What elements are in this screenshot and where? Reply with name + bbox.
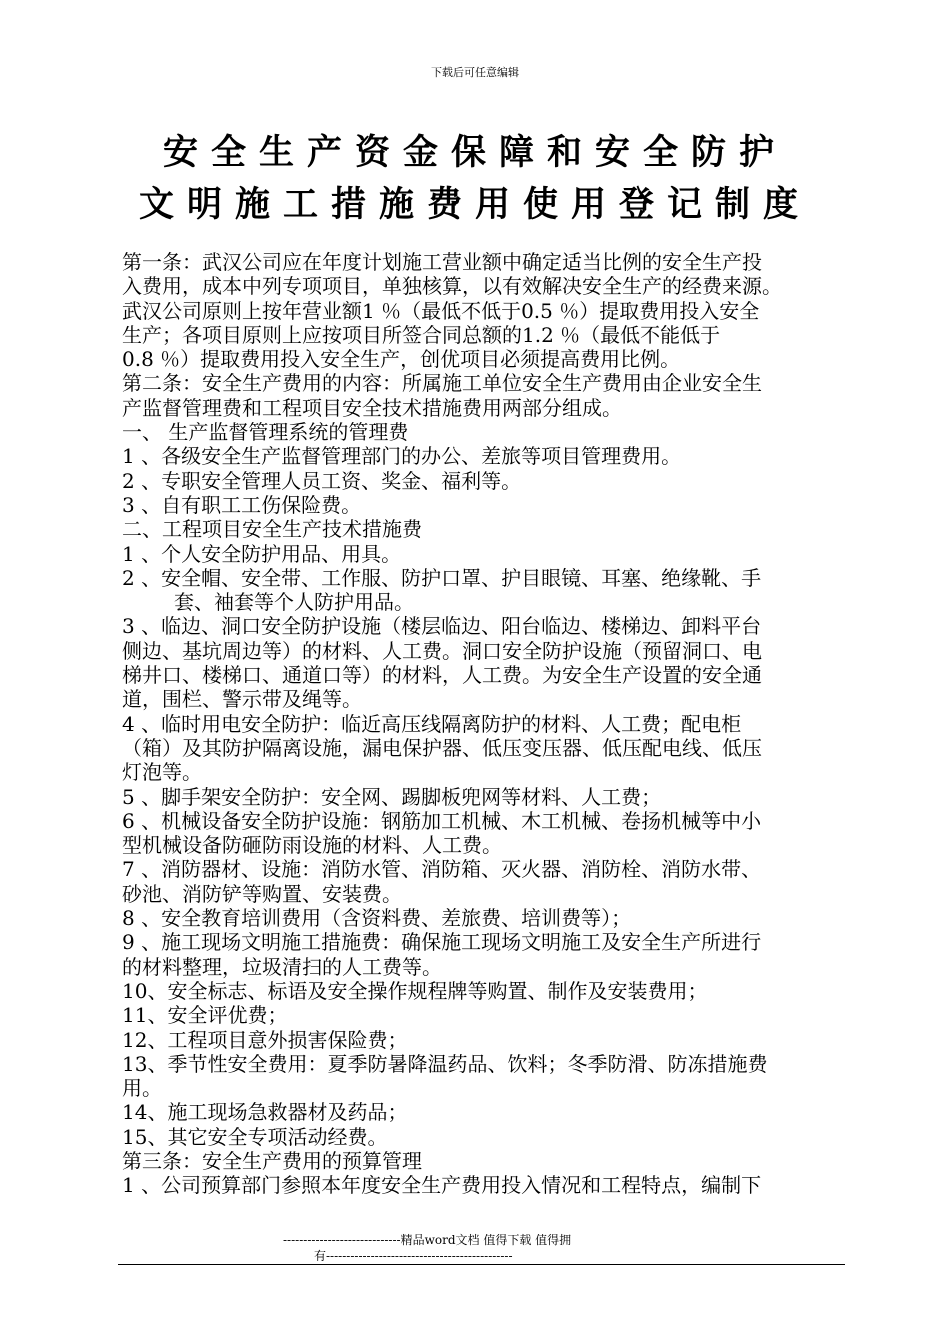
body-line: （箱）及其防护隔离设施，漏电保护器、低压变压器、低压配电线、低压: [122, 735, 762, 760]
footer-note-line-1: -----------------------------精品word文档 值得下载 值得拥: [283, 1233, 572, 1247]
body-line: 6 、机械设备安全防护设施：钢筋加工机械、木工机械、卷扬机械等中小: [122, 808, 762, 833]
body-line: 梯井口、楼梯口、通道口等）的材料，人工费。为安全生产设置的安全通: [122, 663, 762, 688]
body-line: 套、袖套等个人防护用品。: [174, 590, 414, 615]
document-title-line-2: 文明施工措施费用使用登记制度: [138, 185, 811, 225]
body-line: 8 、安全教育培训费用（含资料费、差旅费、培训费等）；: [122, 906, 632, 931]
body-line: 2 、安全帽、安全带、工作服、防护口罩、护目眼镜、耳塞、绝缘靴、手: [122, 565, 762, 590]
footer-note-line-2: 有----------------------------------------------: [314, 1249, 513, 1263]
body-line: 产监督管理费和工程项目安全技术措施费用两部分组成。: [122, 395, 622, 420]
body-line: 型机械设备防砸防雨设施的材料、人工费。: [122, 833, 502, 858]
body-line: 砂池、消防铲等购置、安装费。: [122, 881, 402, 906]
body-line: 7 、消防器材、设施：消防水管、消防箱、灭火器、消防栓、消防水带、: [122, 857, 762, 882]
body-line: 0.8 ％）提取费用投入安全生产，创优项目必须提高费用比例。: [122, 347, 681, 372]
body-line: 1 、各级安全生产监督管理部门的办公、差旅等项目管理费用。: [122, 444, 682, 469]
body-line: 14、施工现场急救器材及药品；: [122, 1100, 408, 1125]
body-line: 13、季节性安全费用：夏季防暑降温药品、饮料；冬季防滑、防冻措施费: [122, 1051, 768, 1076]
body-line: 10、安全标志、标语及安全操作规程牌等购置、制作及安装费用；: [122, 978, 708, 1003]
body-line: 3 、自有职工工伤保险费。: [122, 492, 362, 517]
body-line: 侧边、基坑周边等）的材料、人工费。洞口安全防护设施（预留洞口、电: [122, 638, 762, 663]
body-line: 灯泡等。: [122, 760, 202, 785]
document-body: [122, 250, 847, 1198]
body-line: 15、其它安全专项活动经费。: [122, 1124, 388, 1149]
document-title-line-1: 安全生产资金保障和安全防护: [162, 133, 787, 173]
body-line: 1 、个人安全防护用品、用具。: [122, 541, 402, 566]
body-line: 5 、脚手架安全防护：安全网、踢脚板兜网等材料、人工费；: [122, 784, 662, 809]
body-line: 12、工程项目意外损害保险费；: [122, 1027, 408, 1052]
body-line: 生产；各项目原则上应按项目所签合同总额的1.2 ％（最低不能低于: [122, 322, 721, 347]
body-line: 第一条：武汉公司应在年度计划施工营业额中确定适当比例的安全生产投: [122, 250, 762, 274]
header-note: 下载后可任意编辑: [431, 66, 519, 79]
body-line: 2 、专职安全管理人员工资、奖金、福利等。: [122, 468, 522, 493]
body-line: 的材料整理，垃圾清扫的人工费等。: [122, 954, 442, 979]
body-line: 1 、公司预算部门参照本年度安全生产费用投入情况和工程特点，编制下: [122, 1173, 762, 1198]
body-line: 用。: [122, 1076, 162, 1101]
body-line: 第三条：安全生产费用的预算管理: [122, 1148, 422, 1173]
body-line: 11、安全评优费；: [122, 1003, 288, 1028]
body-line: 4 、临时用电安全防护：临近高压线隔离防护的材料、人工费；配电柜: [122, 711, 742, 736]
footer-rule: [118, 1264, 845, 1265]
body-line: 入费用，成本中列专项项目，单独核算，以有效解决安全生产的经费来源。: [122, 274, 782, 299]
body-line: 第二条：安全生产费用的内容：所属施工单位安全生产费用由企业安全生: [122, 371, 762, 396]
body-line: 武汉公司原则上按年营业额1 ％（最低不低于0.5 ％）提取费用投入安全: [122, 298, 760, 323]
body-line: 道，围栏、警示带及绳等。: [122, 687, 362, 712]
body-line: 一、 生产监督管理系统的管理费: [122, 420, 409, 445]
body-line: 9 、施工现场文明施工措施费：确保施工现场文明施工及安全生产所进行: [122, 930, 762, 955]
body-line: 3 、临边、洞口安全防护设施（楼层临边、阳台临边、楼梯边、卸料平台: [122, 614, 762, 639]
body-line: 二、工程项目安全生产技术措施费: [122, 517, 422, 542]
